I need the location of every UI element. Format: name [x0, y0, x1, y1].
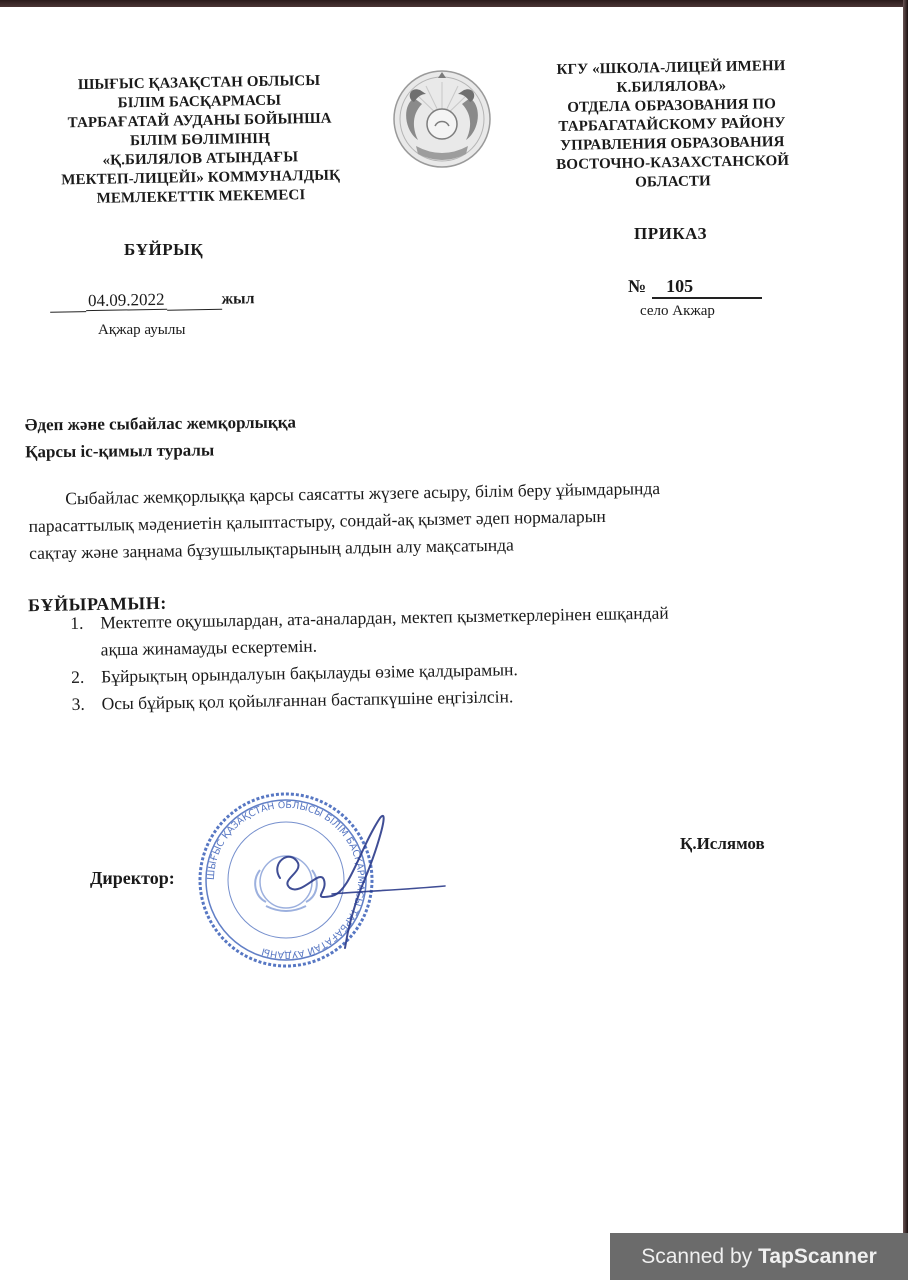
subject-line: Әдеп және сыбайлас жемқорлыққа [24, 412, 297, 435]
item-line: Бұйрықтың орындалуын бақылауды өзіме қалдырамын. [100, 659, 518, 687]
date-underline [50, 291, 86, 313]
stamp-text: ШЫҒЫС ҚАЗАҚСТАН ОБЛЫСЫ БІЛІМ БАСҚАРМАСЫ ТАРБАҒАТАЙ АУДАНЫ [205, 799, 367, 961]
document-title-russian: ПРИКАЗ [634, 224, 707, 243]
header-right-line: КГУ «ШКОЛА-ЛИЦЕЙ ИМЕНИ [556, 58, 786, 79]
preamble-paragraph [28, 475, 661, 567]
order-word: БҰЙЫРАМЫН: [27, 592, 168, 616]
document-title-kazakh: БҰЙРЫҚ [124, 240, 204, 259]
order-number: 105 [652, 276, 762, 299]
header-left-line: МЕМЛЕКЕТТІК МЕКЕМЕСІ [96, 187, 306, 207]
place-russian: село Акжар [640, 303, 715, 319]
director-signature [250, 808, 450, 958]
order-date: 04.09.2022 [86, 290, 167, 311]
header-right-line: К.БИЛЯЛОВА» [616, 78, 727, 96]
place-kazakh: Ақжар ауылы [98, 322, 186, 338]
scan-edge-top [0, 0, 908, 7]
signature-role: Директор: [90, 868, 175, 888]
preamble-line: Сыбайлас жемқорлыққа қарсы саясатты жүзеге асыру, білім беру ұйымдарында [65, 477, 661, 509]
item-line: ақша жинамауды ескертемін. [100, 635, 318, 660]
item-line: Осы бұйрық қол қойылғаннан бастапкүшіне еңгізілсін. [101, 686, 514, 714]
header-right-organization [531, 57, 813, 195]
order-date-line [50, 288, 255, 313]
subject-line: Қарсы іс-қимыл туралы [25, 440, 215, 462]
signer-name: Қ.Ислямов [680, 834, 765, 853]
header-right-line: ОТДЕЛА ОБРАЗОВАНИЯ ПО [567, 96, 777, 116]
year-suffix: жыл [221, 290, 255, 308]
header-left-line: БІЛІМ БАСҚАРМАСЫ [117, 92, 282, 112]
header-left-line: «Қ.БИЛЯЛОВ АТЫНДАҒЫ [102, 149, 299, 169]
state-emblem-icon [392, 68, 492, 170]
preamble-line: сақтау және заңнама бұзушылықтарының алдын алу мақсатында [28, 534, 515, 563]
order-subject [25, 409, 297, 466]
preamble-line: парасаттылық мәдениетін қалыптастыру, сондай-ақ қызмет әдеп нормаларын [28, 505, 606, 536]
order-number-line [628, 276, 762, 299]
scan-edge-right [903, 0, 908, 1240]
item-number: 2. [70, 666, 85, 687]
header-right-line: УПРАВЛЕНИЯ ОБРАЗОВАНИЯ [559, 134, 785, 154]
header-right-line: ОБЛАСТИ [635, 173, 711, 191]
number-sign: № [628, 276, 647, 296]
header-left-organization [29, 71, 371, 210]
header-left-line: ШЫҒЫС ҚАЗАҚСТАН ОБЛЫСЫ [77, 72, 321, 94]
item-number: 3. [71, 693, 85, 714]
header-right-line: ВОСТОЧНО-КАЗАХСТАНСКОЙ [556, 152, 790, 174]
header-left-line: МЕКТЕП-ЛИЦЕЙІ» КОММУНАЛДЫҚ [61, 167, 341, 189]
item-number: 1. [70, 612, 84, 633]
order-items-list [70, 600, 670, 718]
watermark-prefix: Scanned by [641, 1244, 753, 1268]
header-right-line: ТАРБАГАТАЙСКОМУ РАЙОНУ [558, 115, 786, 135]
watermark-brand: TapScanner [758, 1244, 877, 1268]
item-line: Мектепте оқушылардан, ата-аналардан, мектеп қызметкерлерінен ешқандай [100, 602, 669, 633]
date-underline [166, 289, 221, 311]
header-left-line: БІЛІМ БӨЛІМІНІҢ [129, 130, 271, 150]
header-left-line: ТАРБАҒАТАЙ АУДАНЫ БОЙЫНША [67, 110, 332, 132]
scanner-watermark [610, 1233, 908, 1280]
